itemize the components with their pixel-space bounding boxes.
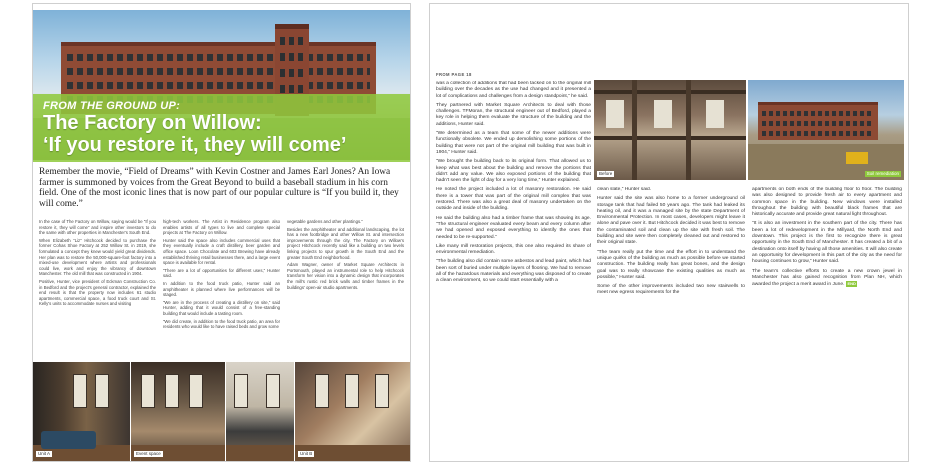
article-headline-line1: The Factory on Willow: (43, 112, 262, 134)
paragraph: “We are in the process of creating a distillery on site,” said Hunter, adding that it would consist of a free-standing building that would include a tasting room. (163, 299, 280, 316)
paragraph: “It is also an investment in the southern part of the city. There has been a lot of redevelopment in the Millyard, the North End and downtown. This project is the first to recognize there is great opportunity in the South End of Manchester. It has created a bit of a destination onto itself by having all those amenities. It will also create an opportunity for development in this part of the city as the need for housing continues to grow,” Hunter said. (752, 221, 902, 265)
article-columns (39, 219, 405, 359)
end-mark: END (847, 281, 856, 287)
paragraph: “There are a lot of opportunities for different uses,” Hunter said. (163, 267, 280, 279)
interior-photo-strip (33, 362, 410, 461)
paragraph: “We did create, in addition to the food truck patio, an area for residents who would like to have raised beds and grow some (163, 318, 280, 330)
article-kicker: FROM THE GROUND UP: (43, 100, 181, 112)
paragraph: In addition to the food truck patio, Hunter said an amphitheater is planned where live performances will be staged. (163, 280, 280, 298)
kitchen-photo (226, 362, 294, 461)
paragraph (752, 269, 902, 289)
article-column-1 (39, 219, 156, 359)
soil-remediation-photo (748, 80, 904, 180)
article-intro: Remember the movie, “Field of Dreams” with Kevin Costner and James Earl Jones? An Iowa farmer is summoned by voices from the Great Beyond to build a baseball stadium in his corn field. One of the most iconic lines that is now part of our popular culture is “If you build it, they will come.” (39, 167, 399, 209)
paragraph: Adam Wagner, owner of Market Square Architects in Portsmouth, played an instrumental role to help Hitchcock transform her vision into a dynamic design that incorporates the mill's rustic red brick walls and timber frames in the buildings' open-air studio apartments. (287, 262, 404, 290)
unit-b-photo (295, 362, 410, 461)
paragraph: clean slate,” Hunter said. (597, 187, 652, 192)
paragraph-text: The team's collective efforts to create a new crown jewel in Manchester has also gained recognition from Plan NH, which awarded the project a merit award in June. (752, 268, 902, 288)
unit-a-photo (33, 362, 130, 461)
article-column-2 (163, 219, 280, 359)
paragraph: “The team really put the time and the effort in to understand the unique quirks of the building as much as possible before we started construction. The building really has great bones, and the design goal was to really showcase the existing qualities as much as possible,” Hunter said. (597, 249, 745, 280)
photo-caption: Before (599, 171, 613, 176)
paragraph: was a collection of additions that had been tacked on to the original mill building over the decades as the use had changed and it presented a lot of complications and challenges from a design standpoint,” he said. (436, 81, 591, 99)
left-magazine-page (33, 4, 410, 461)
paragraph: Besides the amphitheater and additional landscaping, the lot has a new footbridge and other Willow St. and intersection improvements through the city. The Factory on Willow's project Hitchcock recently said like a building on two levels linking projects to spur growth in the South End and the greater South End neighborhood. (287, 226, 404, 260)
photo-caption: Unit A (38, 451, 51, 456)
paragraph: When Elizabeth “Liz” Hitchcock decided to purchase the former Cohas Shoe Factory at 252 Willow St. in 2019, she formulated a concept they knew would yield great dividends. Her plan was to restore the 50,000-square-foot factory into a mixed-use development where artists and professionals could live, work and enjoy the vibrancy of downtown Manchester. The old mill that was constructed in 1904. (39, 237, 156, 277)
paragraph: They partnered with Market Square Architects to deal with those challenges. TFMoran, the structural engineer out of Bedford, played a key role in helping them evaluate the structure of the building and the additions, Hunter said. (436, 102, 591, 127)
continued-from-label: FROM PAGE 18 (436, 72, 472, 77)
photo-caption: Unit B (300, 451, 313, 456)
paragraph: Hunter said the space also includes commercial uses that they eventually include a craft distillery, beer garden and office space. Loon Chocolate and 603 Brewing have already established thriving retail businesses there, and a large event space is available for rental. (163, 237, 280, 266)
event-space-photo (131, 362, 225, 461)
paragraph: “We brought the building back to its original form. That allowed us to keep what was best about the building and remove the portions that didn't add any value. We also exposed portions of the building that hadn't seen the light of day for a very long time,” Hunter explained. (436, 159, 591, 184)
paragraph: Some of the other improvements included two new stairwells to meet new egress requirements for the (597, 284, 745, 296)
right-magazine-page (430, 4, 908, 461)
paragraph: “The building also did contain some asbestos and lead paint, which had been sort of buried under multiple layers of flooring. We had to remove all of the hazardous materials and everything was disposed of to create a clean environment, so we could start essentially with a (436, 259, 591, 284)
paragraph: Positive, Hunter, vice president of Eckman Construction Co. in Bedford and the project's general contractor, explained the end result is that the property now includes 61 studio apartments, commercial space, a food truck court and St. Kelly's units to accommodate nurses and visiting (39, 278, 156, 307)
excavator-shape (846, 152, 868, 164)
paragraph: “We determined as a team that some of the newer additions were functionally obsolete. We ended up demolishing some portions of the building that were not part of the original mill building that was built in 1904,” Hunter said. (436, 131, 591, 155)
paragraph: In the case of The Factory on Willow, saying would be “If you restore it, they will come” and inspire other investors to do the same with other properties in Manchester's South End. (39, 219, 156, 236)
paragraph: high-tech workers. The Artist in Residence program also enables artists of all types to live and complete special projects at The Factory on Willow. (163, 219, 280, 236)
paragraph: He said the building also had a timber frame that was showing its age. “The structural engineer evaluated every beam and every column after we had opened and exposed everything to identify the ones that needed to be re-supported.” (436, 215, 591, 240)
photo-caption: Event space (136, 451, 161, 456)
paragraph: vegetable gardens and other plantings.” (287, 219, 363, 224)
headline-band (33, 94, 410, 162)
article-column-3 (287, 219, 404, 359)
paragraph: apartments on both ends of the building floor to floor. The building was also designed to provide fresh air to every apartment and common space in the building. New windows were installed throughout the building with beautiful black frames that are historically accurate and provide great natural light throughout. (752, 187, 902, 218)
paragraph: He noted the project included a lot of masonry restoration. He said there is a tower that was part of the original mill complex that was restored. There was also a great deal of masonry undertaken on the outside and inside of the building. (436, 187, 591, 212)
paragraph: Like many mill restoration projects, this one also required its share of environmental remediation. (436, 243, 591, 256)
article-headline-line2: ‘If you restore it, they will come’ (43, 134, 347, 156)
before-interior-photo (594, 80, 746, 180)
paragraph: Hunter said the site was also home to a former underground oil storage tank that had failed 50 years ago. The tank had leaked its heating oil, and it was a managed site by the state Department of Environmental Protection. In most cases, developers might leave it alone and pave over it. But Hitchcock decided it was best to remove the contaminated soil and clean up the site with fresh soil. The building and site were then completely cleaned out and restored to their original state. (597, 196, 745, 246)
article-column-6 (752, 187, 902, 455)
article-column-5 (597, 187, 745, 455)
photo-caption: Soil remediation (866, 171, 899, 176)
article-column-4 (436, 81, 591, 455)
